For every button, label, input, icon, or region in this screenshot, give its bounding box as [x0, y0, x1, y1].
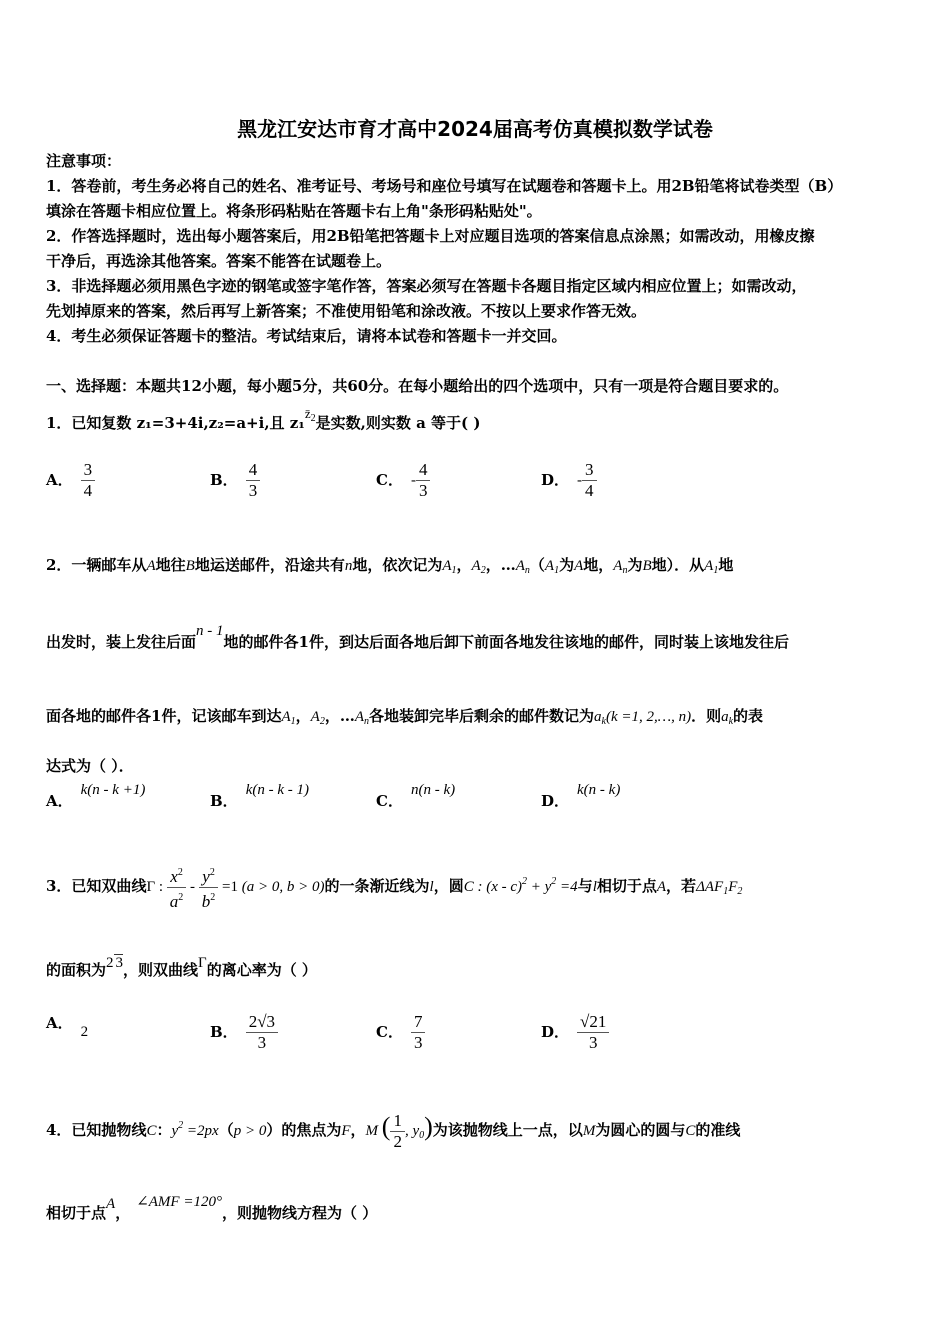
notice-line: 3．非选择题必须用黑色字迹的钢笔或签字笔作答，答案必须写在答题卡各题目指定区域内相应位置上；如需改动，	[46, 277, 807, 295]
question-2-line-4: 达式为（ ）．	[46, 757, 134, 775]
q2-option-b[interactable]: B．k(n - k - 1)	[210, 782, 309, 810]
q3-option-c[interactable]: C． $\frac{7}{3}$	[376, 1012, 425, 1053]
question-3-line-2: 的面积为2 3，则双曲线Γ的离心率为（ ）	[46, 955, 317, 979]
q3-option-d[interactable]: D． $\frac{√21}{3}$	[541, 1012, 609, 1053]
question-2-line-3: 面各地的邮件各1件，记该邮车到达$A_1$，$A_2$，$\dots A_n$各地装卸完毕后剩余的邮件数记为$a_k(k =1$, 2,…, n)．则$a_k$的表	[46, 707, 764, 727]
question-1-stem: 1．已知复数 z₁=3+4i,z₂=a+i,且 $z_1z̄_2$是实数,则实数 a 等于( )	[46, 406, 481, 432]
q2-option-d[interactable]: D．k(n - k)	[541, 782, 621, 810]
q2-option-c[interactable]: C．n(n - k)	[376, 782, 456, 810]
notice-heading: 注意事项：	[46, 152, 122, 170]
question-4-line-2: 相切于点A，∠AMF =120°，则抛物线方程为（ ）	[46, 1194, 378, 1222]
q3-option-a[interactable]: A． 2	[46, 1014, 89, 1040]
q1-option-b[interactable]: B． $\frac{4}{3}$	[210, 460, 260, 501]
section-heading: 一、选择题：本题共12小题，每小题5分，共60分。在每小题给出的四个选项中，只有一项是符合题目要求的。	[46, 377, 789, 395]
q1-option-a[interactable]: A． $\frac{3}{4}$	[46, 460, 95, 501]
question-3-line-1: 3．已知双曲线Γ : $\frac{x^2}{a^2}$ - $\frac{y^2}{b^2}$ =1 (a > 0, b > 0)的一条渐近线为l，圆C : $(x - c)^2 + y^2 =4$与l相切于点A，若$\Delta AF_1F_2$	[46, 852, 742, 922]
q1-option-d[interactable]: D． - $\frac{3}{4}$	[541, 460, 597, 501]
page-title: 黑龙江安达市育才高中2024届高考仿真模拟数学试卷	[237, 117, 713, 141]
notice-line: 1．答卷前，考生务必将自己的姓名、准考证号、考场号和座位号填写在试题卷和答题卡上。用2B铅笔将试卷类型（B）	[46, 177, 843, 195]
notice-line: 填涂在答题卡相应位置上。将条形码粘贴在答题卡右上角"条形码粘贴处"。	[46, 202, 542, 220]
notice-line: 4．考生必须保证答题卡的整洁。考试结束后，请将本试卷和答题卡一并交回。	[46, 327, 567, 345]
q2-option-a[interactable]: A．k(n - k +1)	[46, 782, 146, 810]
question-2-line-1: 2．一辆邮车从A地往B地运送邮件，沿途共有n地，依次记为$A_1$，$A_2$，$\dots A_n(A_1$为A地，$A_n$为B地）．从$A_1$地	[46, 556, 734, 576]
notice-line: 干净后，再选涂其他答案。答案不能答在试题卷上。	[46, 252, 392, 270]
notice-line: 先划掉原来的答案，然后再写上新答案；不准使用铅笔和涂改液。不按以上要求作答无效。	[46, 302, 647, 320]
q1-option-c[interactable]: C． - $\frac{4}{3}$	[376, 460, 430, 501]
question-4-line-1: 4．已知抛物线C：$y^2 =2px(p > 0)$的焦点为F，M ( $\frac{1}{2}$ , $y_0$)为该抛物线上一点，以M为圆心的圆与C的准线	[46, 1110, 741, 1151]
q3-option-b[interactable]: B． $\frac{2√3}{3}$	[210, 1012, 278, 1053]
question-2-line-2: 出发时，装上发往后面n - 1地的邮件各1件，到达后面各地后卸下前面各地发往该地的邮件，同时装上该地发往后	[46, 623, 789, 651]
notice-line: 2．作答选择题时，选出每小题答案后，用2B铅笔把答题卡上对应题目选项的答案信息点涂黑；如需改动，用橡皮擦	[46, 227, 815, 245]
